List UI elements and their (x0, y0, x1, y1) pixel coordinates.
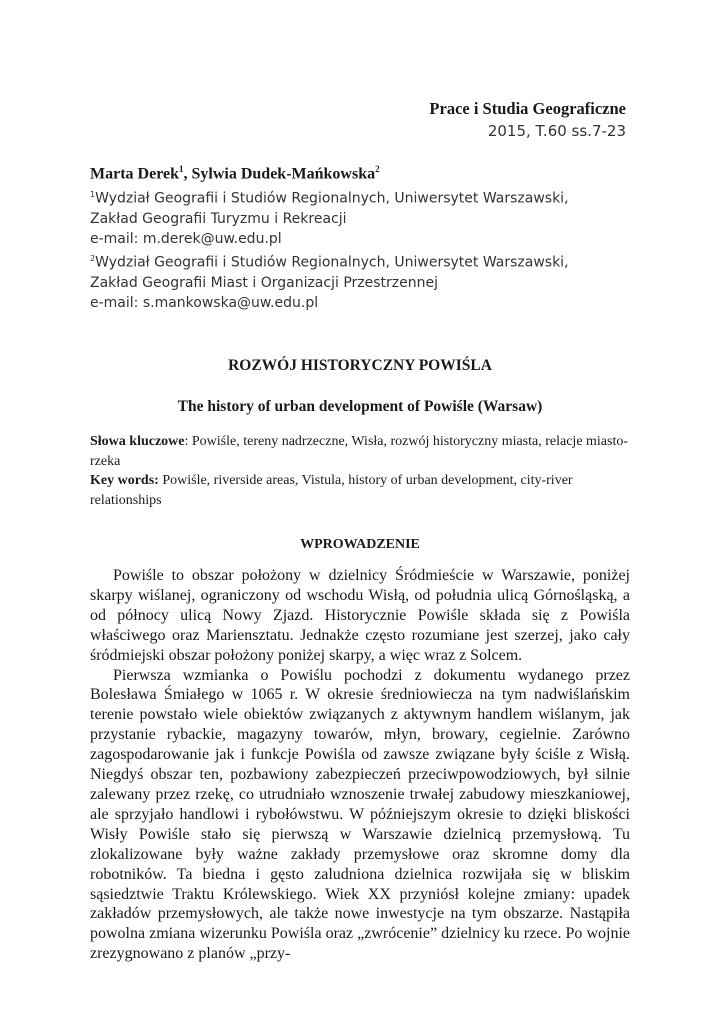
paragraph: Powiśle to obszar położony w dzielnicy Śródmieście w Warszawie, poniżej skarpy wiślanej, ograniczony od wschodu Wisłą, od południa ulicą Górnośląską, a od północy ulicą Nowy Zjazd. Historycznie Powiśle składa się z Powiśla właściwego oraz Mariensztatu. Jednakże często rozumiane jest szerzej, jako cały śródmiejski obszar położony poniżej skarpy, a więc wraz z Solcem. (90, 567, 630, 664)
author-names (90, 158, 630, 185)
keywords-english-label: Key words: (90, 473, 159, 488)
keywords-block (90, 432, 632, 510)
authors-block (90, 158, 630, 313)
body-text (90, 566, 630, 964)
section-heading: WPROWADZENIE (300, 537, 420, 552)
keywords-polish-label: Słowa kluczowe (90, 434, 185, 449)
affiliation-2-line1 (90, 249, 630, 273)
journal-volume-info: 2015, T.60 ss.7-23 (487, 122, 626, 140)
title-polish: ROZWÓJ HISTORYCZNY POWIŚLA (228, 357, 492, 374)
affiliation-1-line1 (90, 185, 630, 209)
author-1: Marta Derek (90, 165, 179, 183)
keywords-english (90, 471, 632, 510)
journal-header (429, 98, 626, 142)
author-2: Sylwia Dudek-Mańkowska (191, 165, 376, 183)
affiliation-1-line2: Zakład Geografii Turyzmu i Rekreacji (90, 210, 347, 227)
affiliation-1-email: e-mail: m.derek@uw.edu.pl (90, 230, 282, 247)
author-1-sup: 1 (179, 164, 184, 174)
paragraph: Pierwsza wzmianka o Powiślu pochodzi z dokumentu wydanego przez Bolesława Śmiałego w 1065 r. W okresie średniowiecza na tym nadwiślańskim terenie powstało wiele obiektów związanych z aktywnym handlem wiślanym, jak przystanie rybackie, magazyny towarów, młyn, browary, cegielnie. Zarówno zagospodarowanie jak i funkcje Powiśla od zawsze związane były ściśle z Wisłą. Niegdyś obszar ten, pozbawiony zabezpieczeń przeciwpowodziowych, był silnie zalewany przez rzekę, co utrudniało wznoszenie trwałej zabudowy mieszkaniowej, ale sprzyjało handlowi i rybołówstwu. W późniejszym okresie to dzięki bliskości Wisły Powiśle stało się pierwszą w Warszawie dzielnicą przemysłową. Tu zlokalizowane były ważne zakłady przemysłowe oraz skromne domy dla robotników. Ta biedna i gęsto zaludniona dzielnica rozwijała się w bliskim sąsiedztwie Traktu Królewskiego. Wiek XX przyniósł kolejne zmiany: upadek zakładów przemysłowych, ale także nowe inwestycje na tym obszarze. Nastąpiła powolna zmiana wizerunku Powiśla oraz „zwrócenie” dzielnicy ku rzece. Po wojnie zrezygnowano z planów „przy- (90, 666, 630, 963)
title-english: The history of urban development of Powiśle (Warsaw) (177, 398, 543, 415)
affiliation-1-sup: 1 (90, 190, 96, 200)
keywords-polish (90, 432, 632, 471)
author-separator: , (183, 165, 192, 183)
affiliation-1-text: Wydział Geografii i Studiów Regionalnych, Uniwersytet Warszawski, (95, 190, 569, 207)
keywords-polish-text: : Powiśle, tereny nadrzeczne, Wisła, rozwój historyczny miasta, relacje miasto-rzeka (90, 434, 629, 469)
journal-name: Prace i Studia Geograficzne (429, 99, 626, 118)
author-2-sup: 2 (375, 164, 380, 174)
keywords-english-text: Powiśle, riverside areas, Vistula, history of urban development, city-river relationships (90, 473, 573, 508)
affiliation-2-email: e-mail: s.mankowska@uw.edu.pl (90, 294, 319, 311)
affiliation-2-sup: 2 (90, 253, 96, 263)
affiliation-2-line2: Zakład Geografii Miast i Organizacji Przestrzennej (90, 274, 438, 291)
affiliation-2-text: Wydział Geografii i Studiów Regionalnych, Uniwersytet Warszawski, (95, 254, 569, 271)
